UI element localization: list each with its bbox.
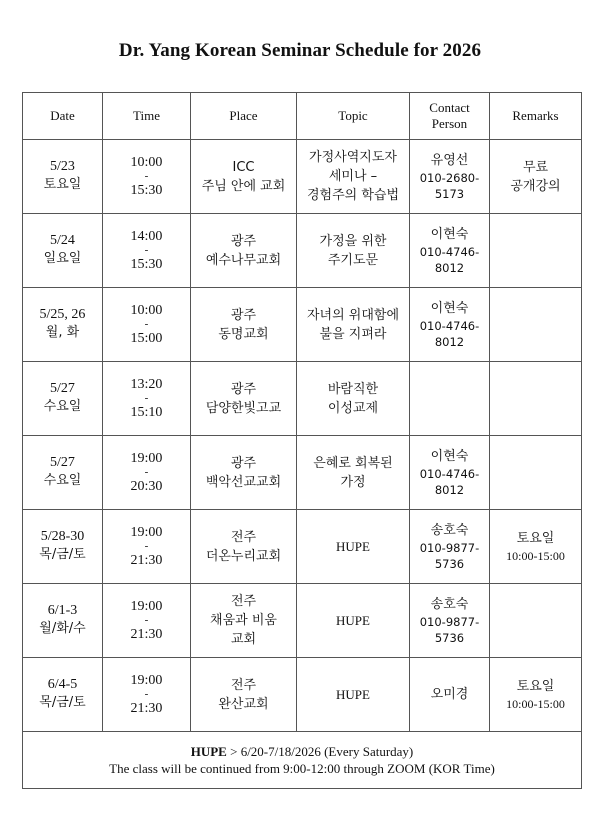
remarks-hours: 10:00-15:00	[506, 548, 565, 563]
contact-phone: 8012	[434, 260, 465, 275]
table-row	[23, 510, 582, 584]
date-line: 일요일	[43, 251, 82, 266]
date-line: 월/화/수	[39, 621, 86, 636]
place-cell	[191, 436, 297, 510]
table-row	[23, 436, 582, 510]
topic-line: 가정을 위한	[319, 233, 387, 249]
date-cell	[23, 140, 103, 214]
date-line: 6/1-3	[47, 603, 78, 618]
time-end: 15:30	[130, 257, 163, 272]
contact-name: 이현숙	[430, 448, 469, 464]
contact-cell	[410, 288, 490, 362]
time-separator: -	[144, 614, 149, 626]
contact-cell	[410, 658, 490, 732]
time-cell	[103, 658, 191, 732]
time-end: 15:00	[130, 331, 163, 346]
place-line: 전주	[230, 529, 257, 545]
time-end: 15:10	[130, 405, 163, 420]
topic-line: 불을 지펴라	[319, 326, 387, 342]
topic-cell	[297, 436, 410, 510]
date-line: 5/23	[50, 159, 75, 174]
date-cell	[23, 288, 103, 362]
table-row	[23, 288, 582, 362]
table-row	[23, 658, 582, 732]
header-contact-line2: Person	[431, 116, 468, 131]
contact-phone: 5736	[434, 556, 465, 571]
footer-note	[23, 732, 582, 789]
place-line: 전주	[230, 594, 257, 609]
time-cell	[103, 288, 191, 362]
place-line: 전주	[230, 677, 257, 693]
header-place: Place	[191, 93, 297, 140]
place-line: ICC	[232, 159, 255, 175]
topic-line: 은혜로 회복된	[313, 455, 393, 471]
topic-cell	[297, 584, 410, 658]
date-line: 수요일	[43, 399, 82, 414]
contact-name: 오미경	[430, 686, 469, 702]
place-line: 채움과 비움	[210, 613, 277, 628]
time-end: 21:30	[130, 627, 163, 642]
time-separator: -	[144, 170, 149, 182]
footer-row	[23, 732, 582, 789]
contact-phone: 8012	[434, 482, 465, 497]
time-separator: -	[144, 540, 149, 552]
time-start: 19:00	[130, 451, 163, 466]
header-topic: Topic	[297, 93, 410, 140]
contact-phone: 5736	[434, 630, 465, 645]
place-line: 완산교회	[218, 696, 269, 712]
remarks-hours: 10:00-15:00	[506, 696, 565, 711]
contact-phone: 5173	[434, 186, 465, 201]
date-line: 토요일	[43, 177, 82, 192]
time-end: 20:30	[130, 479, 163, 494]
topic-cell	[297, 214, 410, 288]
topic-line: 주기도문	[327, 252, 379, 268]
date-cell	[23, 584, 103, 658]
date-line: 목/금/토	[39, 547, 86, 562]
remarks-cell	[490, 288, 582, 362]
time-cell	[103, 584, 191, 658]
page-title: Dr. Yang Korean Seminar Schedule for 2026	[118, 40, 482, 61]
remarks-cell	[490, 436, 582, 510]
header-contact-line1: Contact	[429, 100, 470, 115]
time-end: 21:30	[130, 701, 163, 716]
topic-line: HUPE	[336, 612, 370, 628]
remarks-cell	[490, 510, 582, 584]
contact-cell	[410, 362, 490, 436]
remarks-line: 공개강의	[510, 178, 561, 194]
date-line: 6/4-5	[47, 677, 78, 692]
date-line: 5/27	[50, 381, 75, 396]
table-row	[23, 362, 582, 436]
date-line: 5/28-30	[40, 529, 85, 544]
time-start: 10:00	[130, 303, 163, 318]
remarks-cell	[490, 658, 582, 732]
time-separator: -	[144, 688, 149, 700]
place-cell	[191, 658, 297, 732]
place-line: 교회	[230, 632, 257, 647]
contact-name: 이현숙	[430, 300, 469, 316]
footer-line1	[23, 743, 581, 760]
topic-line: 이성교제	[327, 400, 379, 416]
contact-cell	[410, 510, 490, 584]
header-time: Time	[103, 93, 191, 140]
time-start: 19:00	[130, 525, 163, 540]
topic-line: 세미나 –	[328, 169, 378, 184]
place-cell	[191, 288, 297, 362]
time-separator: -	[144, 318, 149, 330]
footer-hupe: HUPE	[190, 744, 227, 759]
place-cell	[191, 214, 297, 288]
time-start: 10:00	[130, 155, 163, 170]
date-cell	[23, 362, 103, 436]
place-line: 백악선교교회	[205, 474, 282, 490]
remarks-cell	[490, 362, 582, 436]
footer-line2: The class will be continued from 9:00-12:00 through ZOOM (KOR Time)	[109, 761, 495, 776]
topic-line: 경험주의 학습법	[306, 188, 400, 203]
date-cell	[23, 436, 103, 510]
time-start: 19:00	[130, 673, 163, 688]
header-date: Date	[23, 93, 103, 140]
place-line: 더온누리교회	[205, 548, 282, 564]
table-row	[23, 584, 582, 658]
header-row	[23, 93, 582, 140]
time-cell	[103, 362, 191, 436]
topic-line: 바람직한	[327, 381, 379, 397]
contact-cell	[410, 140, 490, 214]
date-line: 목/금/토	[39, 695, 86, 710]
date-cell	[23, 214, 103, 288]
contact-name: 유영선	[430, 152, 469, 168]
date-line: 5/25, 26	[39, 307, 86, 322]
topic-line: 가정	[340, 474, 366, 490]
date-line: 수요일	[43, 473, 82, 488]
time-end: 15:30	[130, 183, 163, 198]
contact-phone: 010-4746-	[419, 318, 480, 333]
place-line: 광주	[230, 381, 257, 397]
time-start: 14:00	[130, 229, 163, 244]
date-cell	[23, 658, 103, 732]
schedule-table	[22, 92, 582, 789]
contact-cell	[410, 214, 490, 288]
place-line: 광주	[230, 307, 257, 323]
remarks-day: 토요일	[516, 678, 555, 694]
contact-phone: 010-9877-	[419, 540, 480, 555]
time-cell	[103, 510, 191, 584]
date-line: 월, 화	[45, 325, 80, 340]
time-separator: -	[144, 466, 149, 478]
contact-phone: 010-4746-	[419, 244, 480, 259]
remarks-cell	[490, 584, 582, 658]
place-line: 동명교회	[218, 326, 269, 342]
place-line: 주님 안에 교회	[201, 178, 286, 194]
place-cell	[191, 584, 297, 658]
date-cell	[23, 510, 103, 584]
contact-phone: 010-9877-	[419, 614, 480, 629]
topic-cell	[297, 362, 410, 436]
place-line: 예수나무교회	[205, 252, 282, 268]
contact-cell	[410, 584, 490, 658]
topic-line: 자녀의 위대함에	[306, 307, 400, 323]
topic-cell	[297, 140, 410, 214]
place-line: 광주	[230, 455, 257, 471]
contact-phone: 010-2680-	[419, 170, 480, 185]
topic-line: HUPE	[336, 686, 370, 702]
time-end: 21:30	[130, 553, 163, 568]
table-row	[23, 140, 582, 214]
place-line: 광주	[230, 233, 257, 249]
header-contact	[410, 93, 490, 140]
table-row	[23, 214, 582, 288]
contact-phone: 8012	[434, 334, 465, 349]
contact-cell	[410, 436, 490, 510]
place-cell	[191, 140, 297, 214]
time-cell	[103, 140, 191, 214]
topic-cell	[297, 288, 410, 362]
place-cell	[191, 362, 297, 436]
contact-name: 송호숙	[430, 596, 469, 612]
remarks-cell	[490, 140, 582, 214]
time-cell	[103, 214, 191, 288]
time-start: 19:00	[130, 599, 163, 614]
topic-cell	[297, 510, 410, 584]
remarks-line: 무료	[522, 159, 549, 175]
place-cell	[191, 510, 297, 584]
topic-cell	[297, 658, 410, 732]
topic-line: 가정사역지도자	[309, 150, 397, 165]
place-line: 담양한빛고교	[205, 400, 282, 416]
contact-name: 이현숙	[430, 226, 469, 242]
date-line: 5/27	[50, 455, 75, 470]
header-remarks: Remarks	[490, 93, 582, 140]
contact-phone: 010-4746-	[419, 466, 480, 481]
remarks-cell	[490, 214, 582, 288]
topic-line: HUPE	[336, 538, 370, 554]
date-line: 5/24	[50, 233, 75, 248]
footer-hupe-dates: > 6/20-7/18/2026 (Every Saturday)	[226, 744, 414, 759]
time-separator: -	[144, 392, 149, 404]
time-cell	[103, 436, 191, 510]
remarks-day: 토요일	[516, 530, 555, 546]
contact-name: 송호숙	[430, 522, 469, 538]
time-start: 13:20	[130, 377, 163, 392]
time-separator: -	[144, 244, 149, 256]
